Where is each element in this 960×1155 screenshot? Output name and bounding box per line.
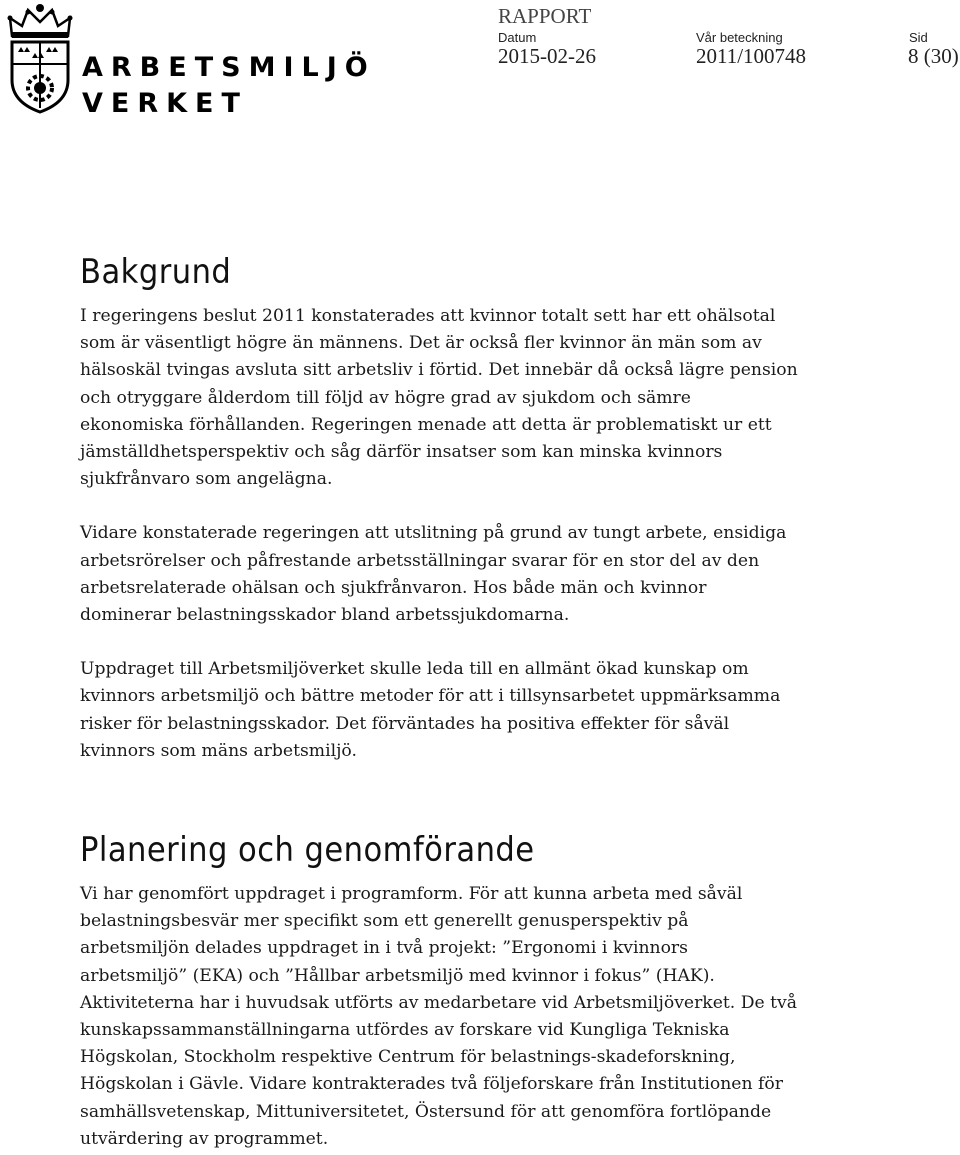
reference-label: Vår beteckning (696, 30, 783, 45)
page-number: 8 (30) (908, 44, 959, 68)
date-label: Datum (498, 30, 537, 45)
section-planning (80, 830, 800, 1153)
paragraph: Uppdraget till Arbetsmiljöverket skulle leda till en allmänt ökad kunskap om kvinnors arbetsmiljö och bättre metoder för att i tillsynsarbetet uppmärksamma risker för belastningsskador. Det förväntades ha positiva effekter för såväl kvinnors som mäns arbetsmiljö. (80, 659, 781, 761)
org-line-1: ARBETSMILJÖ (82, 52, 376, 83)
section-heading: Bakgrund (80, 252, 232, 292)
paragraph: I regeringens beslut 2011 konstaterades att kvinnor totalt sett har ett ohälsotal som är väsentligt högre än männens. Det är också fler kvinnor än män som av hälsoskäl tvingas avsluta sitt arbetsliv i förtid. Det innebär då också lägre pension och otryggare ålderdom till följd av högre grad av sjukdom och sämre ekonomiska förhållanden. Regeringen menade att detta är problematiskt ur ett jämställdhetsperspektiv och såg därför insatser som kan minska kvinnors sjukfrånvaro som angelägna. (80, 306, 798, 490)
paragraph: Vi har genomfört uppdraget i programform. För att kunna arbeta med såväl belastningsbesvär mer specifikt som ett generellt genusperspektiv på arbetsmiljön delades uppdraget in i två projekt: ”Ergonomi i kvinnors arbetsmiljö” (EKA) och ”Hållbar arbetsmiljö med kvinnor i fokus” (HAK). Aktiviteterna har i huvudsak utförts av medarbetare vid Arbetsmiljöverket. De två kunskapssammanställningarna utfördes av forskare vid Kungliga Tekniska Högskolan, Stockholm respektive Centrum för belastnings-skadeforskning, Högskolan i Gävle. Vidare kontrakterades två följeforskare från Institutionen för samhällsvetenskap, Mittuniversitetet, Östersund för att genomföra fortlöpande utvärdering av programmet. (80, 884, 798, 1149)
report-type: RAPPORT (498, 4, 592, 28)
reference-value: 2011/100748 (696, 44, 807, 68)
section-background (80, 252, 800, 765)
org-line-2: VERKET (82, 88, 248, 119)
section-heading: Planering och genomförande (80, 830, 535, 870)
date-value: 2015-02-26 (498, 44, 596, 68)
page-label: Sid (909, 30, 928, 45)
crest-logo-icon (2, 2, 78, 114)
org-wordmark (82, 50, 376, 122)
paragraph: Vidare konstaterade regeringen att utslitning på grund av tungt arbete, ensidiga arbetsrörelser och påfrestande arbetsställningar svarar för en stor del av den arbetsrelaterade ohälsan och sjukfrånvaron. Hos både män och kvinnor dominerar belastningsskador bland arbetssjukdomarna. (80, 523, 787, 626)
